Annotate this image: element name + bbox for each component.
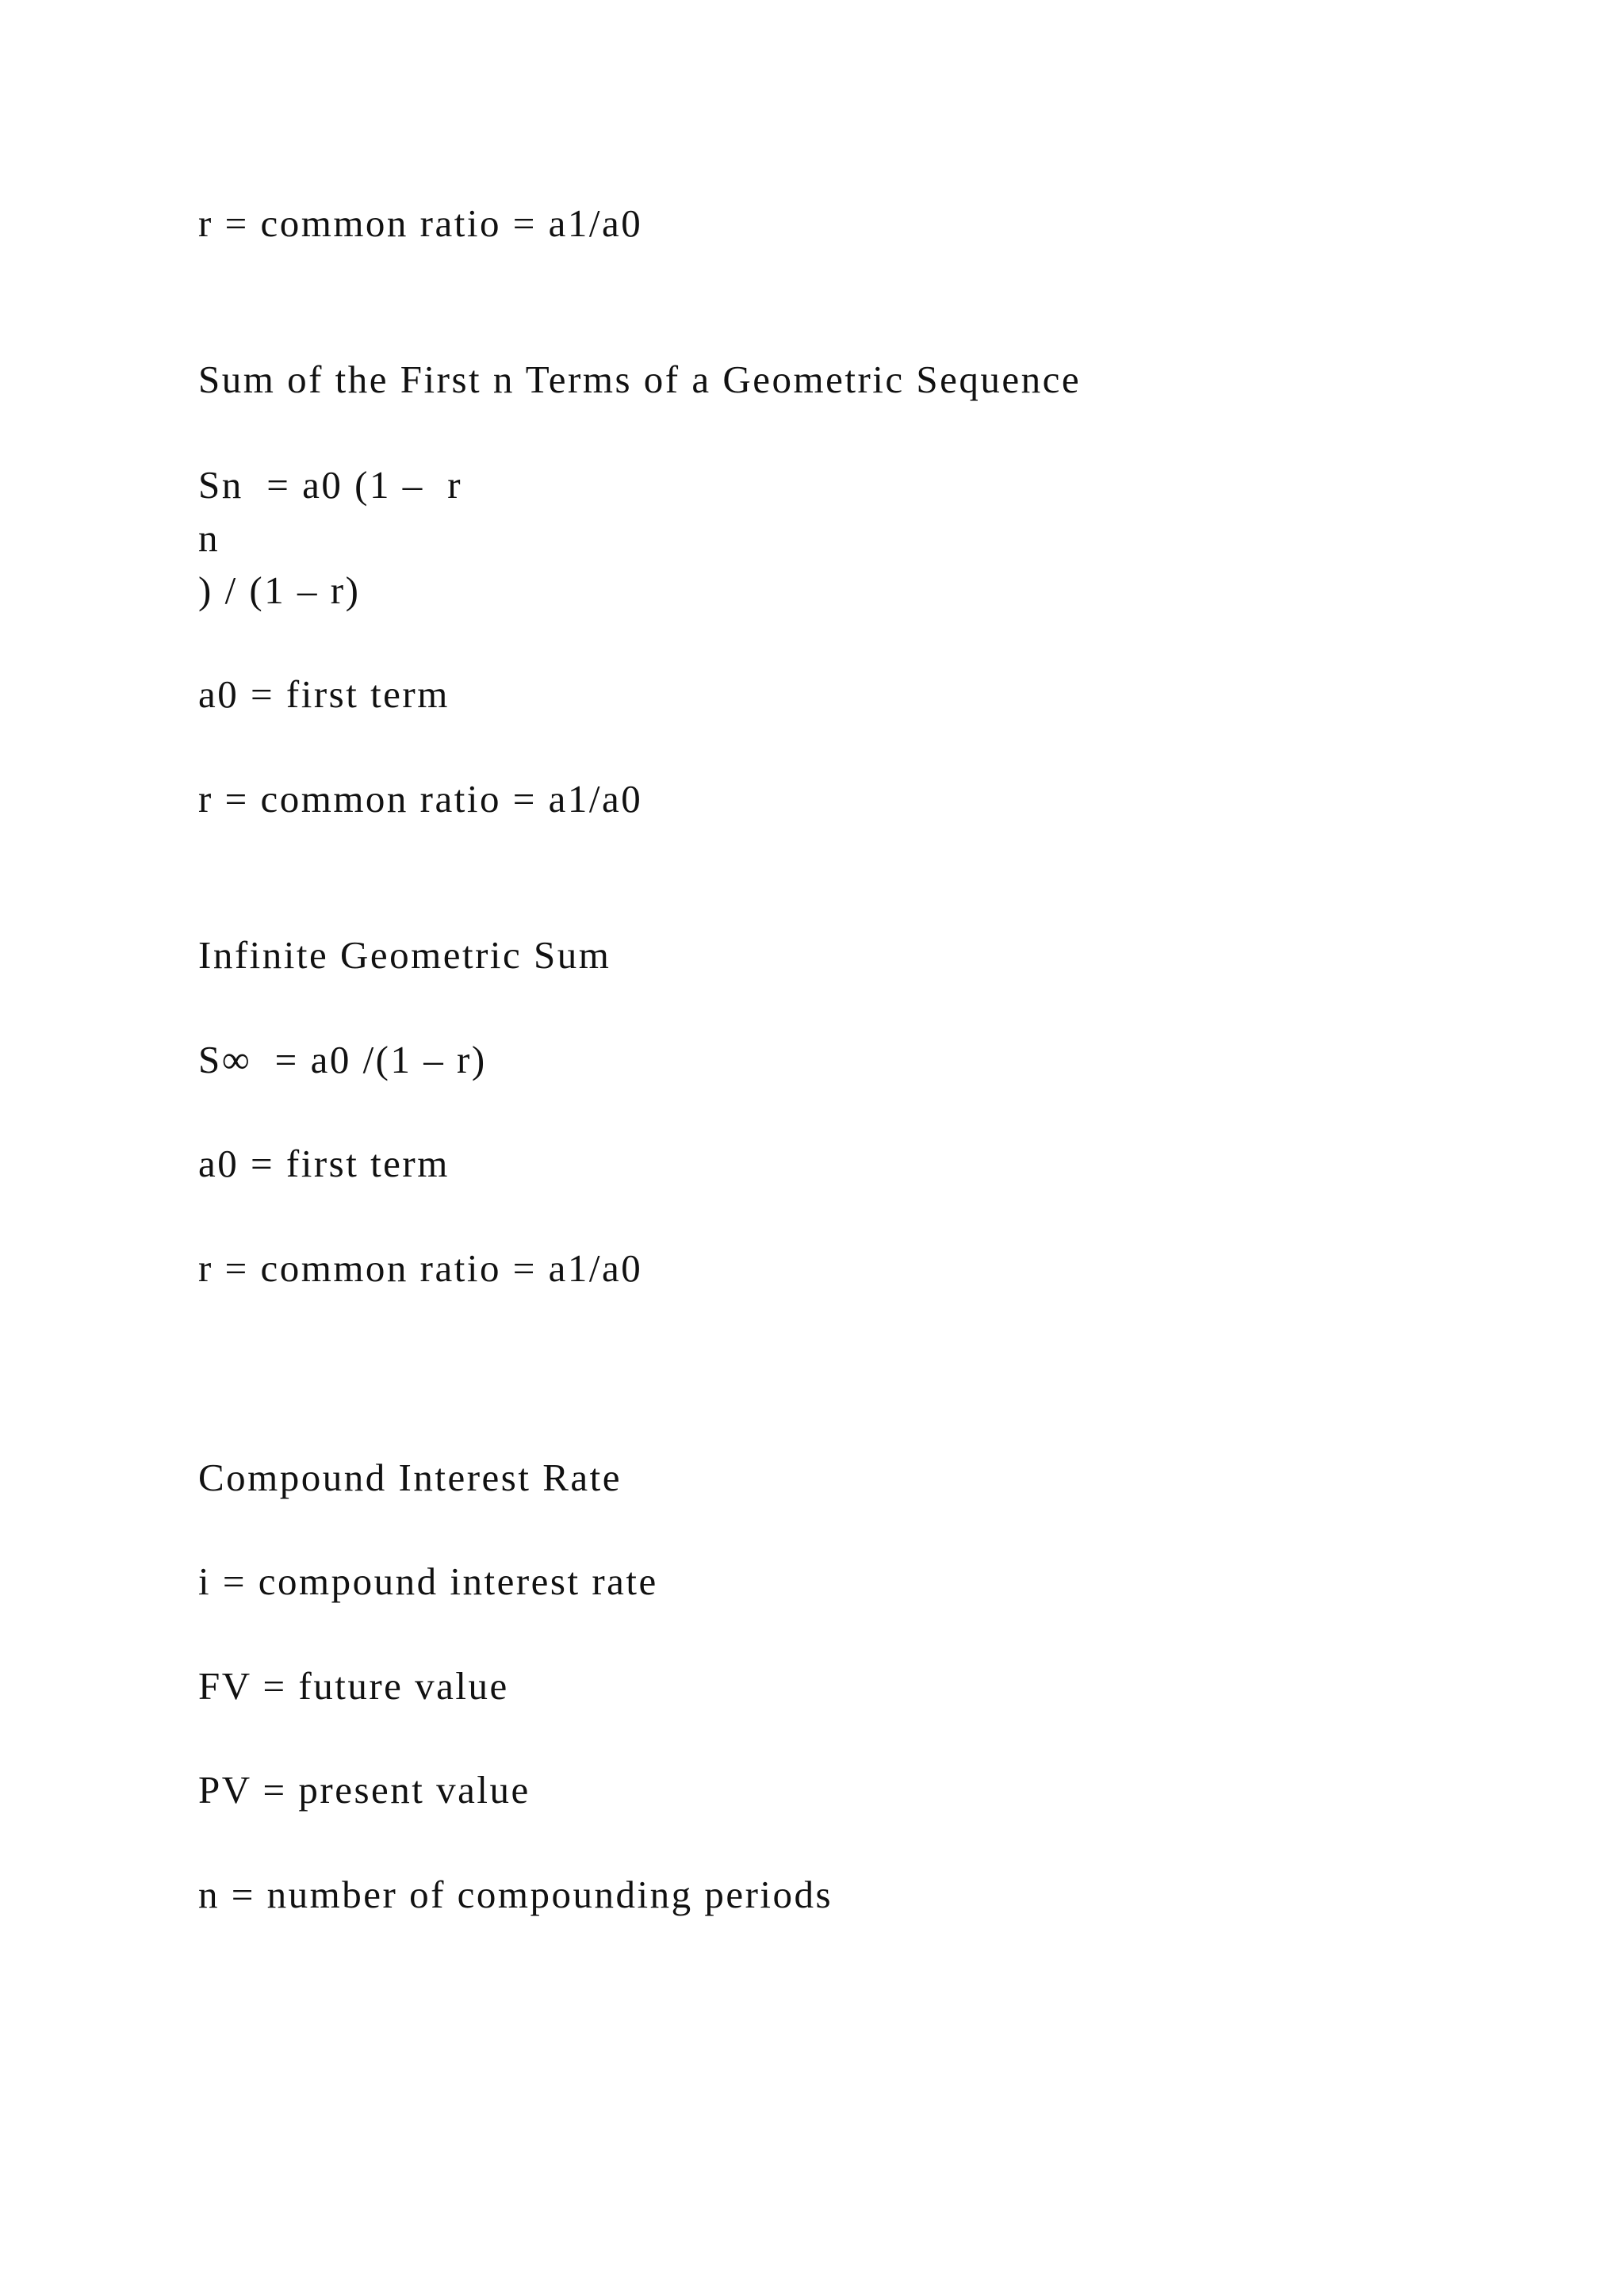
infinite-sum-first-term: a0 = first term	[198, 1142, 450, 1185]
compound-interest-heading: Compound Interest Rate	[198, 1456, 622, 1499]
finite-sum-heading: Sum of the First n Terms of a Geometric Sequence	[198, 358, 1082, 401]
compound-interest-rate: i = compound interest rate	[198, 1559, 658, 1603]
infinite-sum-common-ratio: r = common ratio = a1/a0	[198, 1246, 643, 1290]
infinite-sum-heading: Infinite Geometric Sum	[198, 933, 611, 977]
compounding-periods-definition: n = number of compounding periods	[198, 1873, 833, 1916]
finite-sum-formula-exponent: n	[198, 516, 220, 560]
future-value-definition: FV = future value	[198, 1664, 509, 1708]
infinite-sum-formula: S∞ = a0 /(1 – r)	[198, 1038, 487, 1081]
finite-sum-formula-part2: ) / (1 – r)	[198, 568, 361, 612]
finite-sum-formula-part1: Sn = a0 (1 – r	[198, 463, 463, 507]
ratio-definition: r = common ratio = a1/a0	[198, 201, 643, 245]
finite-sum-common-ratio: r = common ratio = a1/a0	[198, 777, 643, 821]
finite-sum-first-term: a0 = first term	[198, 672, 450, 716]
present-value-definition: PV = present value	[198, 1768, 530, 1812]
